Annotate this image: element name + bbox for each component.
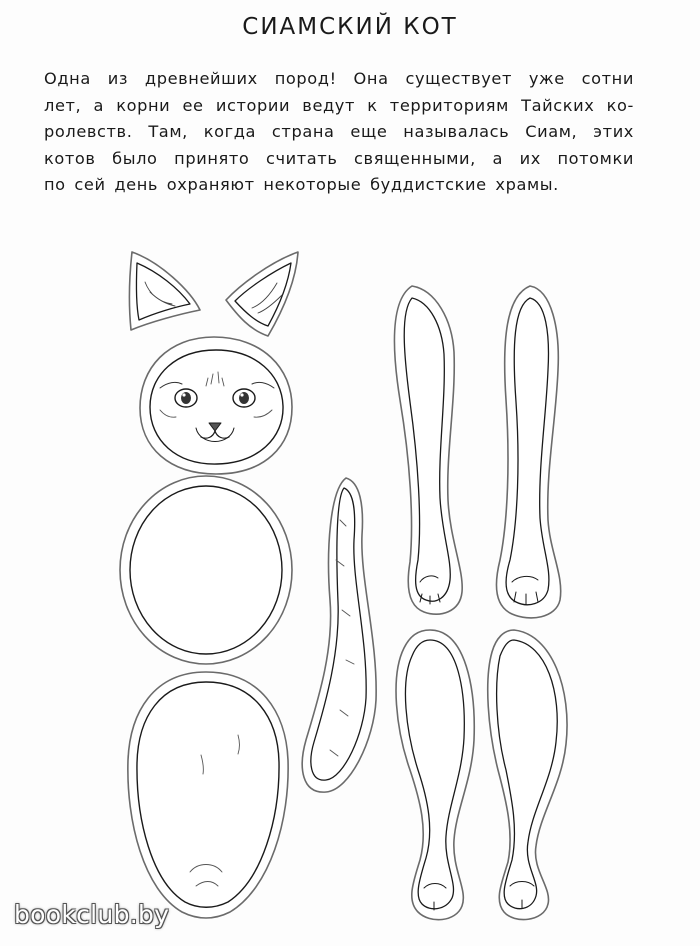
watermark-logo: bookclub.by xyxy=(14,900,170,929)
intro-line: котов было принято считать священными, а их потомки xyxy=(44,148,634,168)
left-ear-cutout xyxy=(129,252,200,330)
chest-cutout xyxy=(120,476,292,664)
intro-line: ролевств. Там, когда страна еще называлась Сиам, этих xyxy=(44,122,634,141)
front-leg-right-cutout xyxy=(496,286,560,618)
hind-leg-left-cutout xyxy=(396,630,474,920)
intro-line: лет, а корни ее истории ведут к территориям Тайских ко- xyxy=(44,95,634,115)
head-cutout xyxy=(140,337,292,474)
intro-line: по сей день охраняют некоторые буддистские храмы. xyxy=(44,175,559,194)
right-ear-cutout xyxy=(226,252,298,336)
body-cutout xyxy=(128,672,288,918)
page-title: СИАМСКИЙ КОТ xyxy=(242,14,458,40)
hind-leg-right-cutout xyxy=(488,630,567,920)
intro-line: Одна из древнейших пород! Она существует уже сотни xyxy=(44,69,634,88)
tail-cutout xyxy=(302,478,376,792)
front-leg-left-cutout xyxy=(394,286,462,614)
